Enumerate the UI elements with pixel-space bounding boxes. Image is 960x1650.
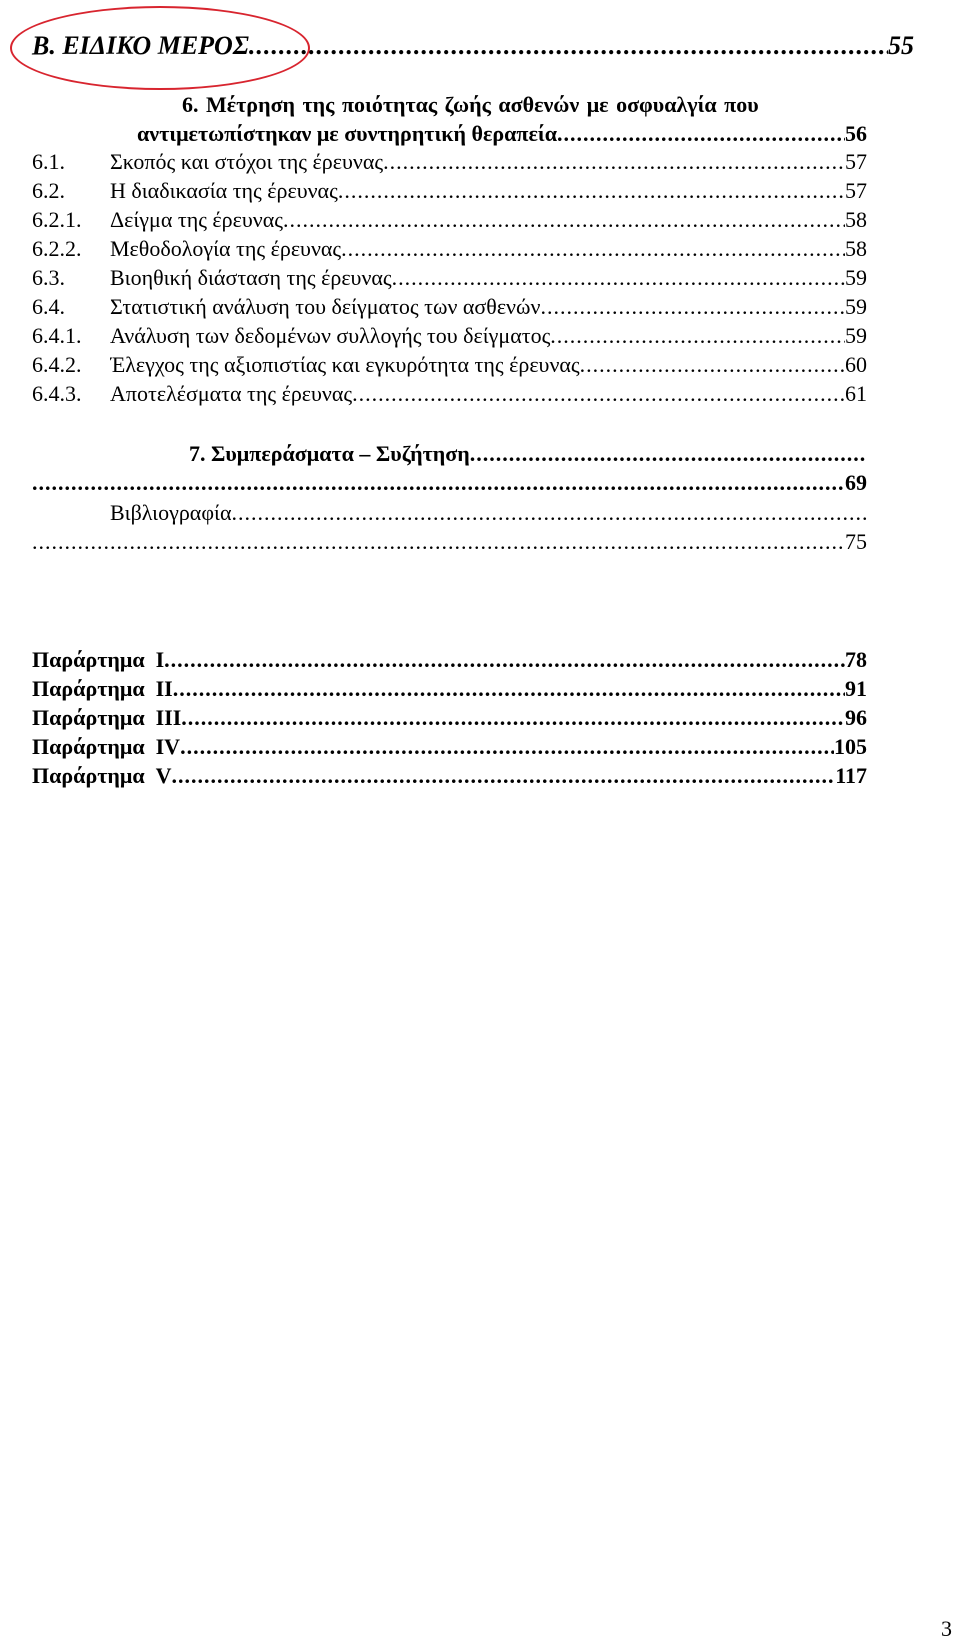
toc-entry[interactable] — [0, 263, 960, 293]
appendix-title: Παράρτημα III — [32, 705, 182, 730]
dot-leader — [180, 732, 834, 762]
heading-page: 55 — [888, 31, 914, 60]
toc-entry[interactable] — [0, 350, 960, 380]
toc-appendix[interactable] — [0, 703, 960, 733]
toc-entry-number: 6.2.1. — [32, 207, 82, 232]
dot-leader — [580, 350, 845, 380]
bibliography-page: 75 — [845, 529, 867, 554]
toc-entry-title: Δείγμα της έρευνας — [110, 207, 283, 232]
toc-entry[interactable] — [0, 234, 960, 264]
toc-entry-title: Μεθοδολογία της έρευνας — [110, 236, 342, 261]
toc-entry-page: 58 — [845, 207, 867, 232]
toc-entry-number: 6.4.1. — [32, 323, 82, 348]
chapter-6-title-line1: 6. Μέτρηση της ποιότητας ζωής ασθενών με οσφυαλγία που — [182, 92, 759, 117]
dot-leader — [32, 468, 845, 498]
page-number: 3 — [941, 1616, 952, 1641]
appendix-title: Παράρτημα V — [32, 763, 172, 788]
chapter-7-page: 69 — [845, 470, 867, 495]
toc-entry-page: 60 — [845, 352, 867, 377]
toc-entry-title: Έλεγχος της αξιοπιστίας και εγκυρότητα της έρευνας — [110, 352, 580, 377]
appendix-page: 117 — [835, 763, 867, 788]
toc-appendix[interactable] — [0, 761, 960, 791]
appendix-title: Παράρτημα I — [32, 647, 165, 672]
chapter-6-page: 56 — [845, 121, 867, 146]
toc-heading-special-part[interactable] — [32, 26, 914, 66]
appendix-title: Παράρτημα II — [32, 676, 173, 701]
dot-leader — [32, 527, 845, 557]
toc-entry-page: 59 — [845, 294, 867, 319]
toc-entry-number: 6.1. — [32, 149, 65, 174]
toc-chapter-6-title-line2[interactable] — [0, 119, 960, 149]
dot-leader — [283, 205, 845, 235]
toc-entry-number: 6.3. — [32, 265, 65, 290]
toc-chapter-7-continuation[interactable] — [0, 468, 960, 498]
toc-appendix[interactable] — [0, 732, 960, 762]
toc-entry[interactable] — [0, 176, 960, 206]
toc-appendix[interactable] — [0, 645, 960, 675]
dot-leader — [249, 26, 888, 66]
toc-entry-title: Στατιστική ανάλυση του δείγματος των ασθενών — [110, 294, 541, 319]
toc-entry[interactable] — [0, 205, 960, 235]
toc-entry[interactable] — [0, 292, 960, 322]
appendix-page: 78 — [845, 647, 867, 672]
dot-leader — [392, 263, 845, 293]
toc-entry[interactable] — [0, 147, 960, 177]
toc-appendix[interactable] — [0, 674, 960, 704]
toc-entry[interactable] — [0, 321, 960, 351]
heading-text: Β. ΕΙΔΙΚΟ ΜΕΡΟΣ — [32, 31, 249, 60]
toc-entry-number: 6.4.3. — [32, 381, 82, 406]
appendix-page: 96 — [845, 705, 867, 730]
chapter-7-title: 7. Συμπεράσματα – Συζήτηση — [189, 441, 470, 466]
toc-entry-page: 59 — [845, 323, 867, 348]
dot-leader — [164, 645, 845, 675]
dot-leader — [470, 439, 867, 469]
bibliography-title: Βιβλιογραφία — [110, 500, 232, 525]
toc-chapter-6-title-line1[interactable] — [0, 90, 960, 120]
dot-leader — [338, 176, 845, 206]
toc-entry[interactable] — [0, 379, 960, 409]
toc-entry-page: 61 — [845, 381, 867, 406]
toc-bibliography-continuation[interactable] — [0, 527, 960, 557]
dot-leader — [173, 674, 845, 704]
dot-leader — [550, 321, 845, 351]
chapter-6-title-line2: αντιμετωπίστηκαν με συντηρητική θεραπεία — [137, 121, 557, 146]
toc-entry-title: Ανάλυση των δεδομένων συλλογής του δείγματος — [110, 323, 551, 348]
toc-entry-title: Βιοηθική διάσταση της έρευνας — [110, 265, 392, 290]
toc-entry-number: 6.4. — [32, 294, 65, 319]
toc-entry-number: 6.4.2. — [32, 352, 82, 377]
dot-leader — [352, 379, 845, 409]
toc-entry-page: 58 — [845, 236, 867, 261]
dot-leader — [383, 147, 845, 177]
toc-entry-title: Αποτελέσματα της έρευνας — [110, 381, 353, 406]
toc-chapter-7[interactable] — [0, 439, 960, 469]
appendix-title: Παράρτημα IV — [32, 734, 181, 759]
dot-leader — [181, 703, 845, 733]
dot-leader — [540, 292, 845, 322]
appendix-page: 91 — [845, 676, 867, 701]
appendix-page: 105 — [834, 734, 867, 759]
toc-entry-number: 6.2. — [32, 178, 65, 203]
toc-entry-title: Η διαδικασία της έρευνας — [110, 178, 338, 203]
toc-entry-page: 57 — [845, 178, 867, 203]
dot-leader — [231, 498, 867, 528]
toc-entry-number: 6.2.2. — [32, 236, 82, 261]
toc-bibliography[interactable] — [0, 498, 960, 528]
toc-entry-title: Σκοπός και στόχοι της έρευνας — [110, 149, 384, 174]
dot-leader — [557, 119, 845, 149]
dot-leader — [172, 761, 836, 791]
toc-entry-page: 57 — [845, 149, 867, 174]
toc-entry-page: 59 — [845, 265, 867, 290]
dot-leader — [341, 234, 845, 264]
